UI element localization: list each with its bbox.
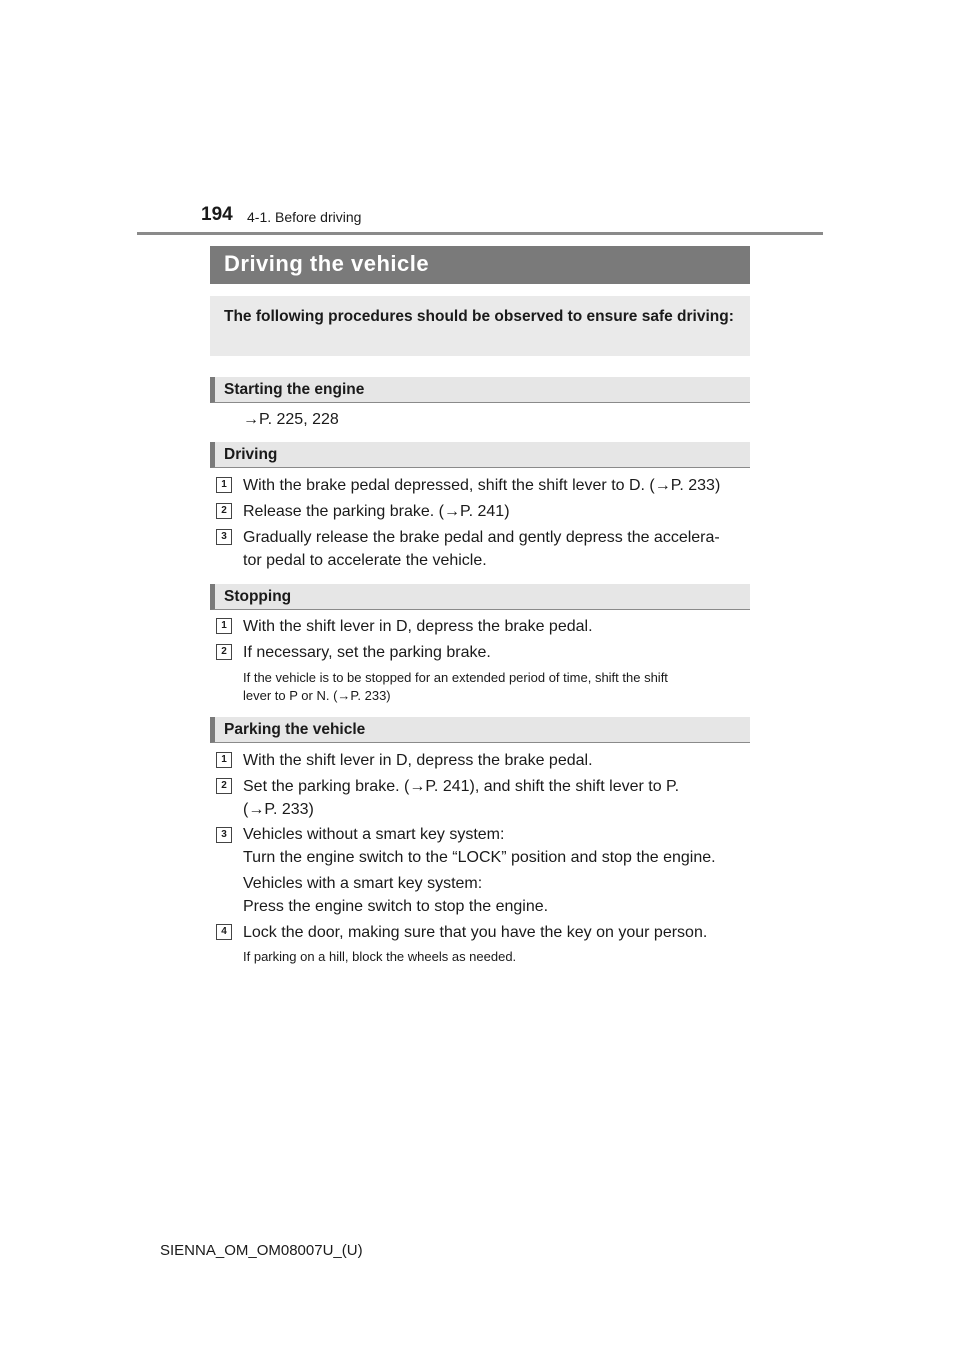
- parking-step-3-line-3: Vehicles with a smart key system:: [243, 875, 483, 892]
- intro-text: The following procedures should be observed to ensure safe driving:: [210, 296, 750, 356]
- parking-step-3-line-4: Press the engine switch to stop the engine.: [243, 898, 549, 915]
- step-number-badge: 2: [216, 778, 232, 794]
- step-number-badge: 2: [216, 644, 232, 660]
- parking-step-3-line-2: Turn the engine switch to the “LOCK” position and stop the engine.: [243, 849, 716, 866]
- page-title-bar: [210, 246, 750, 284]
- section-label: 4-1. Before driving: [247, 209, 362, 225]
- step-number-badge: 1: [216, 477, 232, 493]
- step-number-badge: 2: [216, 503, 232, 519]
- header-divider: [137, 232, 823, 235]
- page-number: 194: [201, 204, 233, 225]
- heading-parking: Parking the vehicle: [210, 717, 750, 743]
- heading-stopping: Stopping: [210, 584, 750, 610]
- driving-step-3-line-1: Gradually release the brake pedal and gently depress the accelera-: [243, 529, 720, 546]
- heading-driving: Driving: [210, 442, 750, 468]
- stopping-step-2: If necessary, set the parking brake.: [243, 644, 491, 661]
- page-title: Driving the vehicle: [224, 251, 430, 276]
- parking-note: If parking on a hill, block the wheels as needed.: [243, 949, 517, 964]
- step-number-badge: 1: [216, 618, 232, 634]
- driving-step-3-line-2: tor pedal to accelerate the vehicle.: [243, 552, 487, 569]
- step-number-badge: 1: [216, 752, 232, 768]
- parking-step-2-line-1: Set the parking brake. (→P. 241), and shift the shift lever to P.: [243, 778, 680, 795]
- parking-step-1: With the shift lever in D, depress the brake pedal.: [243, 752, 593, 769]
- heading-starting-engine: Starting the engine: [210, 377, 750, 403]
- stopping-note-line-2: lever to P or N. (→P. 233): [243, 688, 391, 703]
- step-number-badge: 3: [216, 529, 232, 545]
- step-number-badge: 4: [216, 924, 232, 940]
- step-number-badge: 3: [216, 827, 232, 843]
- starting-engine-ref: →P. 225, 228: [243, 411, 339, 428]
- footer-document-code: SIENNA_OM_OM08007U_(U): [160, 1242, 363, 1259]
- parking-step-3-line-1: Vehicles without a smart key system:: [243, 826, 505, 843]
- stopping-note-line-1: If the vehicle is to be stopped for an extended period of time, shift the shift: [243, 670, 668, 685]
- driving-step-1: With the brake pedal depressed, shift the shift lever to D. (→P. 233): [243, 477, 721, 494]
- stopping-step-1: With the shift lever in D, depress the brake pedal.: [243, 618, 593, 635]
- parking-step-4: Lock the door, making sure that you have the key on your person.: [243, 924, 708, 941]
- parking-step-2-line-2: (→P. 233): [243, 801, 314, 818]
- driving-step-2: Release the parking brake. (→P. 241): [243, 503, 510, 520]
